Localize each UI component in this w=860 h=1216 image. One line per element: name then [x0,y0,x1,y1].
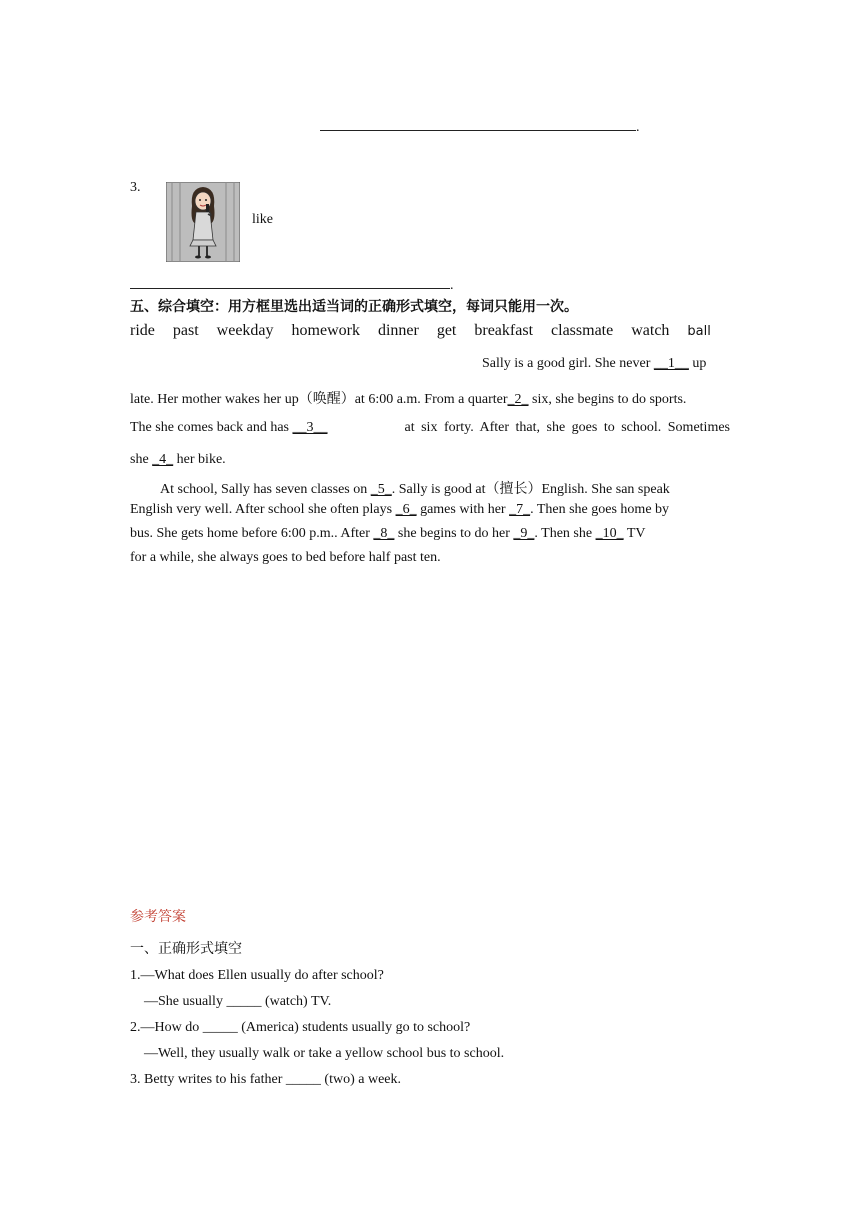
passage-text: The she comes back and has [130,420,293,435]
answer-line-item: —Well, they usually walk or take a yellow school bus to school. [144,1046,505,1061]
passage-text: her bike. [173,452,226,467]
word-bank-item: watch [631,322,670,339]
word-bank-item: get [436,322,457,339]
blank-7[interactable]: _7_ [509,502,531,517]
passage-text: TV [623,526,646,541]
passage-text: . Then she goes home by [530,502,670,517]
answer-section-1-title: 一、正确形式填空 [130,941,242,957]
question-3-number: 3. [130,180,141,195]
passage-text: . Then she [534,526,596,541]
blank-5[interactable]: _5_ [370,482,392,497]
blank-4[interactable]: _4_ [152,452,174,467]
word-bank-item: classmate [551,322,614,339]
singer-girl-image [166,182,240,262]
answer-line-3[interactable] [130,274,454,294]
passage-line [130,452,226,468]
passage-text: . Sally is good at（擅长）English. She san speak [391,482,670,497]
answer-line-end: . [450,278,454,293]
passage-text: late. Her mother wakes her up（唤醒）at 6:00 a.m. From a quarter [130,392,508,407]
passage-text: at six forty. After that, she goes to school. Sometimes [404,420,730,435]
answer-line-item: 1.—What does Ellen usually do after school? [130,968,384,983]
word-bank-item: past [172,322,199,339]
word-bank-item: dinner [377,322,419,339]
blank-10[interactable]: _10_ [595,526,624,541]
word-bank-item: breakfast [474,322,534,339]
passage-text: bus. She gets home before 6:00 p.m.. After [130,526,374,541]
answer-line-end: . [636,120,640,135]
answer-line-2[interactable] [320,116,640,136]
passage-text: up [688,356,707,371]
word-bank-item: ball [687,324,711,339]
answer-line-item: 3. Betty writes to his father _____ (two) a week. [130,1072,401,1087]
word-bank-item: ride [130,322,155,339]
question-3-hint: like [252,212,273,227]
answer-line-item: —She usually _____ (watch) TV. [144,994,332,1009]
blank-9[interactable]: _9_ [513,526,535,541]
passage-line [130,420,730,436]
blank-6[interactable]: _6_ [395,502,417,517]
answer-line-item: 2.—How do _____ (America) students usually go to school? [130,1020,471,1035]
blank-2[interactable]: _2_ [507,392,529,407]
word-bank [130,322,725,340]
answer-key-title: 参考答案 [130,909,186,925]
blank-8[interactable]: _8_ [373,526,395,541]
passage-line: for a while, she always goes to bed before half past ten. [130,550,441,565]
passage-text: At school, Sally has seven classes on [160,482,371,497]
word-bank-item: homework [291,322,360,339]
passage-line [130,526,646,542]
girl-singing-icon [166,182,240,262]
blank-1[interactable]: __1__ [653,356,689,371]
passage-text: she [130,452,153,467]
passage-text: games with her [416,502,510,517]
passage-line [482,356,706,372]
passage-text: six, she begins to do sports. [528,392,687,407]
passage-line [130,502,669,518]
word-bank-item: weekday [216,322,274,339]
blank-3[interactable]: __3__ [292,420,328,435]
passage-text: Sally is a good girl. She never [482,356,654,371]
passage-line [130,388,686,408]
section-5-heading: 五、综合填空：用方框里选出适当词的正确形式填空，每词只能用一次。 [130,299,578,315]
passage-text: English very well. After school she often plays [130,502,396,517]
passage-line [160,478,670,498]
passage-text: she begins to do her [394,526,514,541]
